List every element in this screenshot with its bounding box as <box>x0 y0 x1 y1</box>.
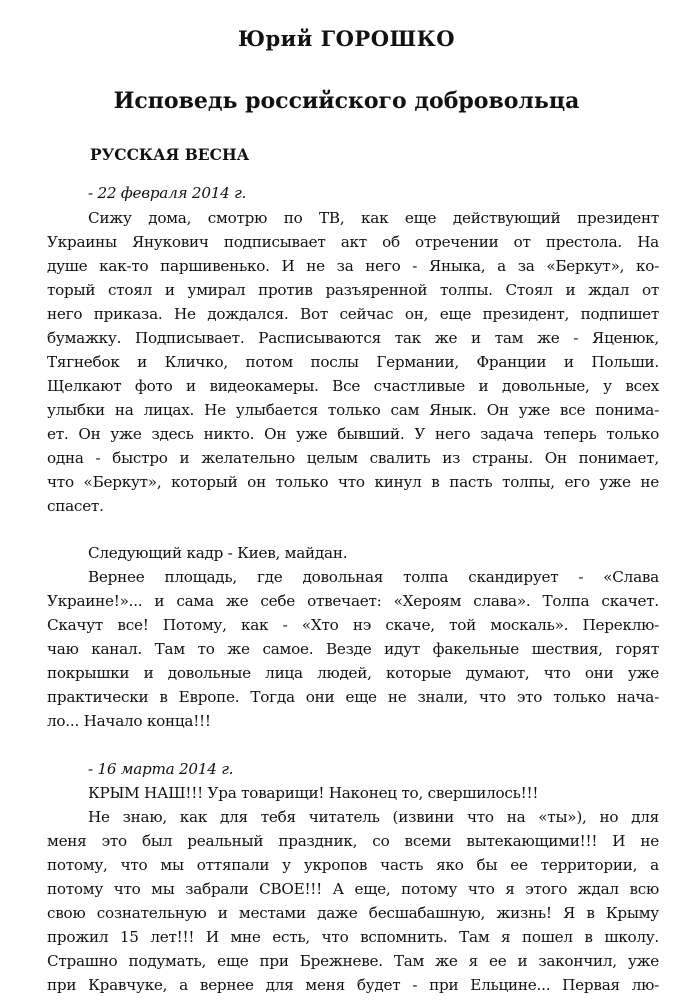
text-line: душе как-то паршивенько. И не за него - Яныка, а за «Беркут», ко- <box>47 257 659 275</box>
diary-date: - 22 февраля 2014 г. <box>88 184 247 202</box>
text-line: практически в Европе. Тогда они еще не знали, что это только нача- <box>47 688 659 706</box>
text-line: при Кравчуке, а вернее для меня будет - при Ельцине... Первая лю- <box>47 976 659 994</box>
text-line: ло... Начало конца!!! <box>47 712 211 730</box>
text-line: бумажку. Подписывает. Расписываются так же и там же - Яценюк, <box>47 329 659 347</box>
text-line: него приказа. Не дождался. Вот сейчас он, еще президент, подпишет <box>47 305 659 323</box>
text-line: Тягнебок и Кличко, потом послы Германии, Франции и Польши. <box>47 353 659 371</box>
text-line: Украине!»... и сама же себе отвечает: «Хероям слава». Толпа скачет. <box>47 592 659 610</box>
text-line: Скачут все! Потому, как - «Хто нэ скаче, той москаль». Переклю- <box>47 616 659 634</box>
text-line: КРЫМ НАШ!!! Ура товарищи! Наконец то, свершилось!!! <box>88 784 539 802</box>
text-line: ет. Он уже здесь никто. Он уже бывший. У него задача теперь только <box>47 425 659 443</box>
text-line: одна - быстро и желательно целым свалить из страны. Он понимает, <box>47 449 659 467</box>
diary-date: - 16 марта 2014 г. <box>88 760 234 778</box>
text-line: свою сознательную и местами даже бесшабашную, жизнь! Я в Крыму <box>47 904 659 922</box>
section-heading: РУССКАЯ ВЕСНА <box>90 145 250 164</box>
text-line: торый стоял и умирал против разъяренной толпы. Стоял и ждал от <box>47 281 659 299</box>
text-line: спасет. <box>47 497 104 515</box>
text-line: что «Беркут», который он только что кинул в пасть толпы, его уже не <box>47 473 659 491</box>
text-line: Страшно подумать, еще при Брежневе. Там же я ее и закончил, уже <box>47 952 659 970</box>
text-line: Вернее площадь, где довольная толпа скандирует - «Слава <box>88 568 659 586</box>
text-line: чаю канал. Там то же самое. Везде идут факельные шествия, горят <box>47 640 659 658</box>
text-line: покрышки и довольные лица людей, которые думают, что они уже <box>47 664 659 682</box>
chapter-title: Исповедь российского добровольца <box>113 88 580 114</box>
text-line: потому что мы забрали СВОЕ!!! А еще, потому что я этого ждал всю <box>47 880 659 898</box>
text-line: Следующий кадр - Киев, майдан. <box>88 544 348 562</box>
text-line: Щелкают фото и видеокамеры. Все счастливые и довольные, у всех <box>47 377 659 395</box>
text-line: меня это был реальный праздник, со всеми вытекающими!!! И не <box>47 832 659 850</box>
text-line: Сижу дома, смотрю по ТВ, как еще действующий президент <box>88 209 659 227</box>
text-line: потому, что мы оттяпали у укропов часть яко бы ее территории, а <box>47 856 659 874</box>
author-name: Юрий ГОРОШКО <box>237 26 456 51</box>
text-line: Не знаю, как для тебя читатель (извини что на «ты»), но для <box>88 808 659 826</box>
text-line: улыбки на лицах. Не улыбается только сам Янык. Он уже все понима- <box>47 401 659 419</box>
text-line: Украины Янукович подписывает акт об отречении от престола. На <box>47 233 659 251</box>
text-line: прожил 15 лет!!! И мне есть, что вспомнить. Там я пошел в школу. <box>47 928 659 946</box>
